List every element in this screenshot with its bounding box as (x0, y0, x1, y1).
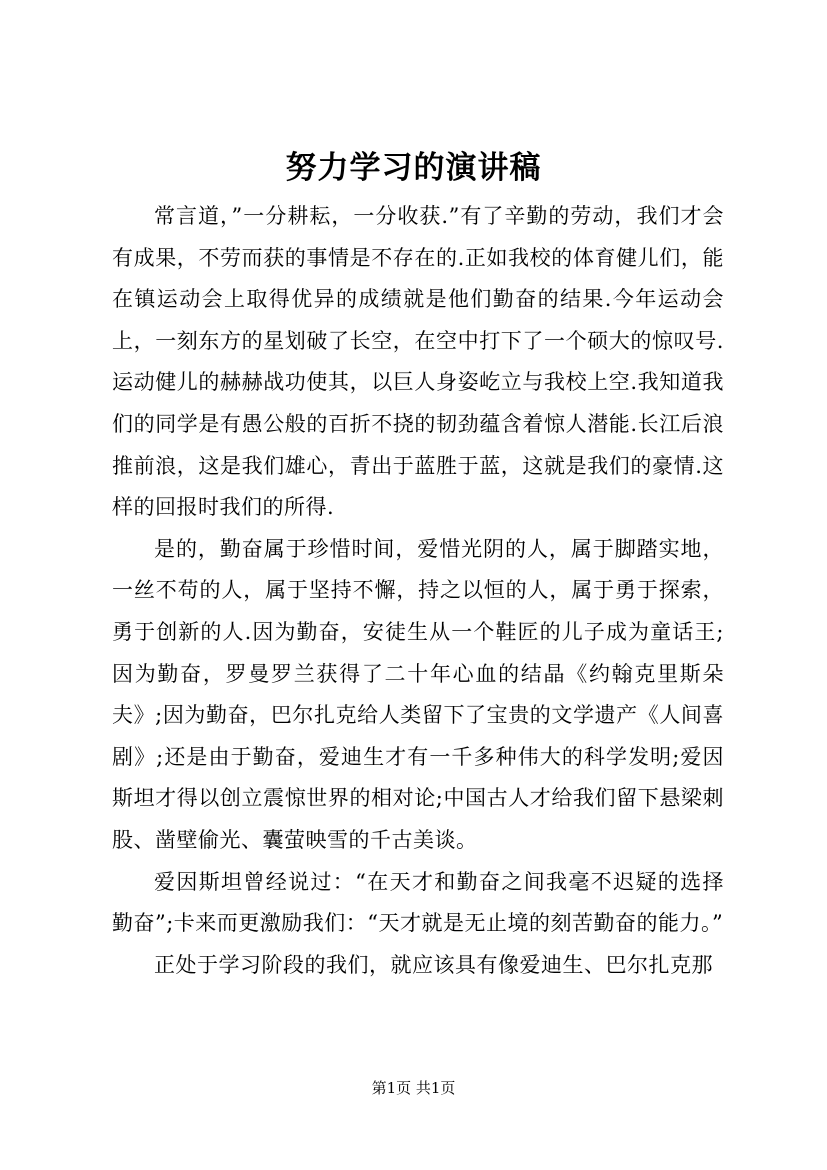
paragraph-1: 常言道，”一分耕耘，一分收获.”有了辛勤的劳动，我们才会有成果，不劳而获的事情是不存在的.正如我校的体育健儿们，能在镇运动会上取得优异的成绩就是他们勤奋的结果.今年运动会上，一刻东方的星划破了长空，在空中打下了一个硕大的惊叹号.运动健儿的赫赫战功使其，以巨人身姿屹立与我校上空.我知道我们的同学是有愚公般的百折不挠的韧劲蕴含着惊人潜能.长江后浪推前浪，这是我们雄心，青出于蓝胜于蓝，这就是我们的豪情.这样的回报时我们的所得. (112, 204, 724, 520)
paragraph-3: 爱因斯坦曾经说过：“在天才和勤奋之间我毫不迟疑的选择勤奋”;卡来而更激励我们：“天才就是无止境的刻苦勤奋的能力。” (112, 869, 724, 936)
document-title: 努力学习的演讲稿 (285, 150, 542, 186)
paragraph-4: 正处于学习阶段的我们，就应该具有像爱迪生、巴尔扎克那 (154, 952, 713, 977)
paragraph-2: 是的，勤奋属于珍惜时间，爱惜光阴的人，属于脚踏实地，一丝不苟的人，属于坚持不懈，持之以恒的人，属于勇于探索，勇于创新的人.因为勤奋，安徒生从一个鞋匠的儿子成为童话王;因为勤奋，罗曼罗兰获得了二十年心血的结晶《约翰克里斯朵夫》;因为勤奋，巴尔扎克给人类留下了宝贵的文学遗产《人间喜剧》;还是由于勤奋，爱迪生才有一千多种伟大的科学发明;爱因斯坦才得以创立震惊世界的相对论;中国古人才给我们留下悬梁刺股、凿壁偷光、囊萤映雪的千古美谈。 (112, 536, 724, 852)
document-body (112, 196, 724, 986)
page-footer: 第1页 共1页 (371, 1079, 456, 1097)
